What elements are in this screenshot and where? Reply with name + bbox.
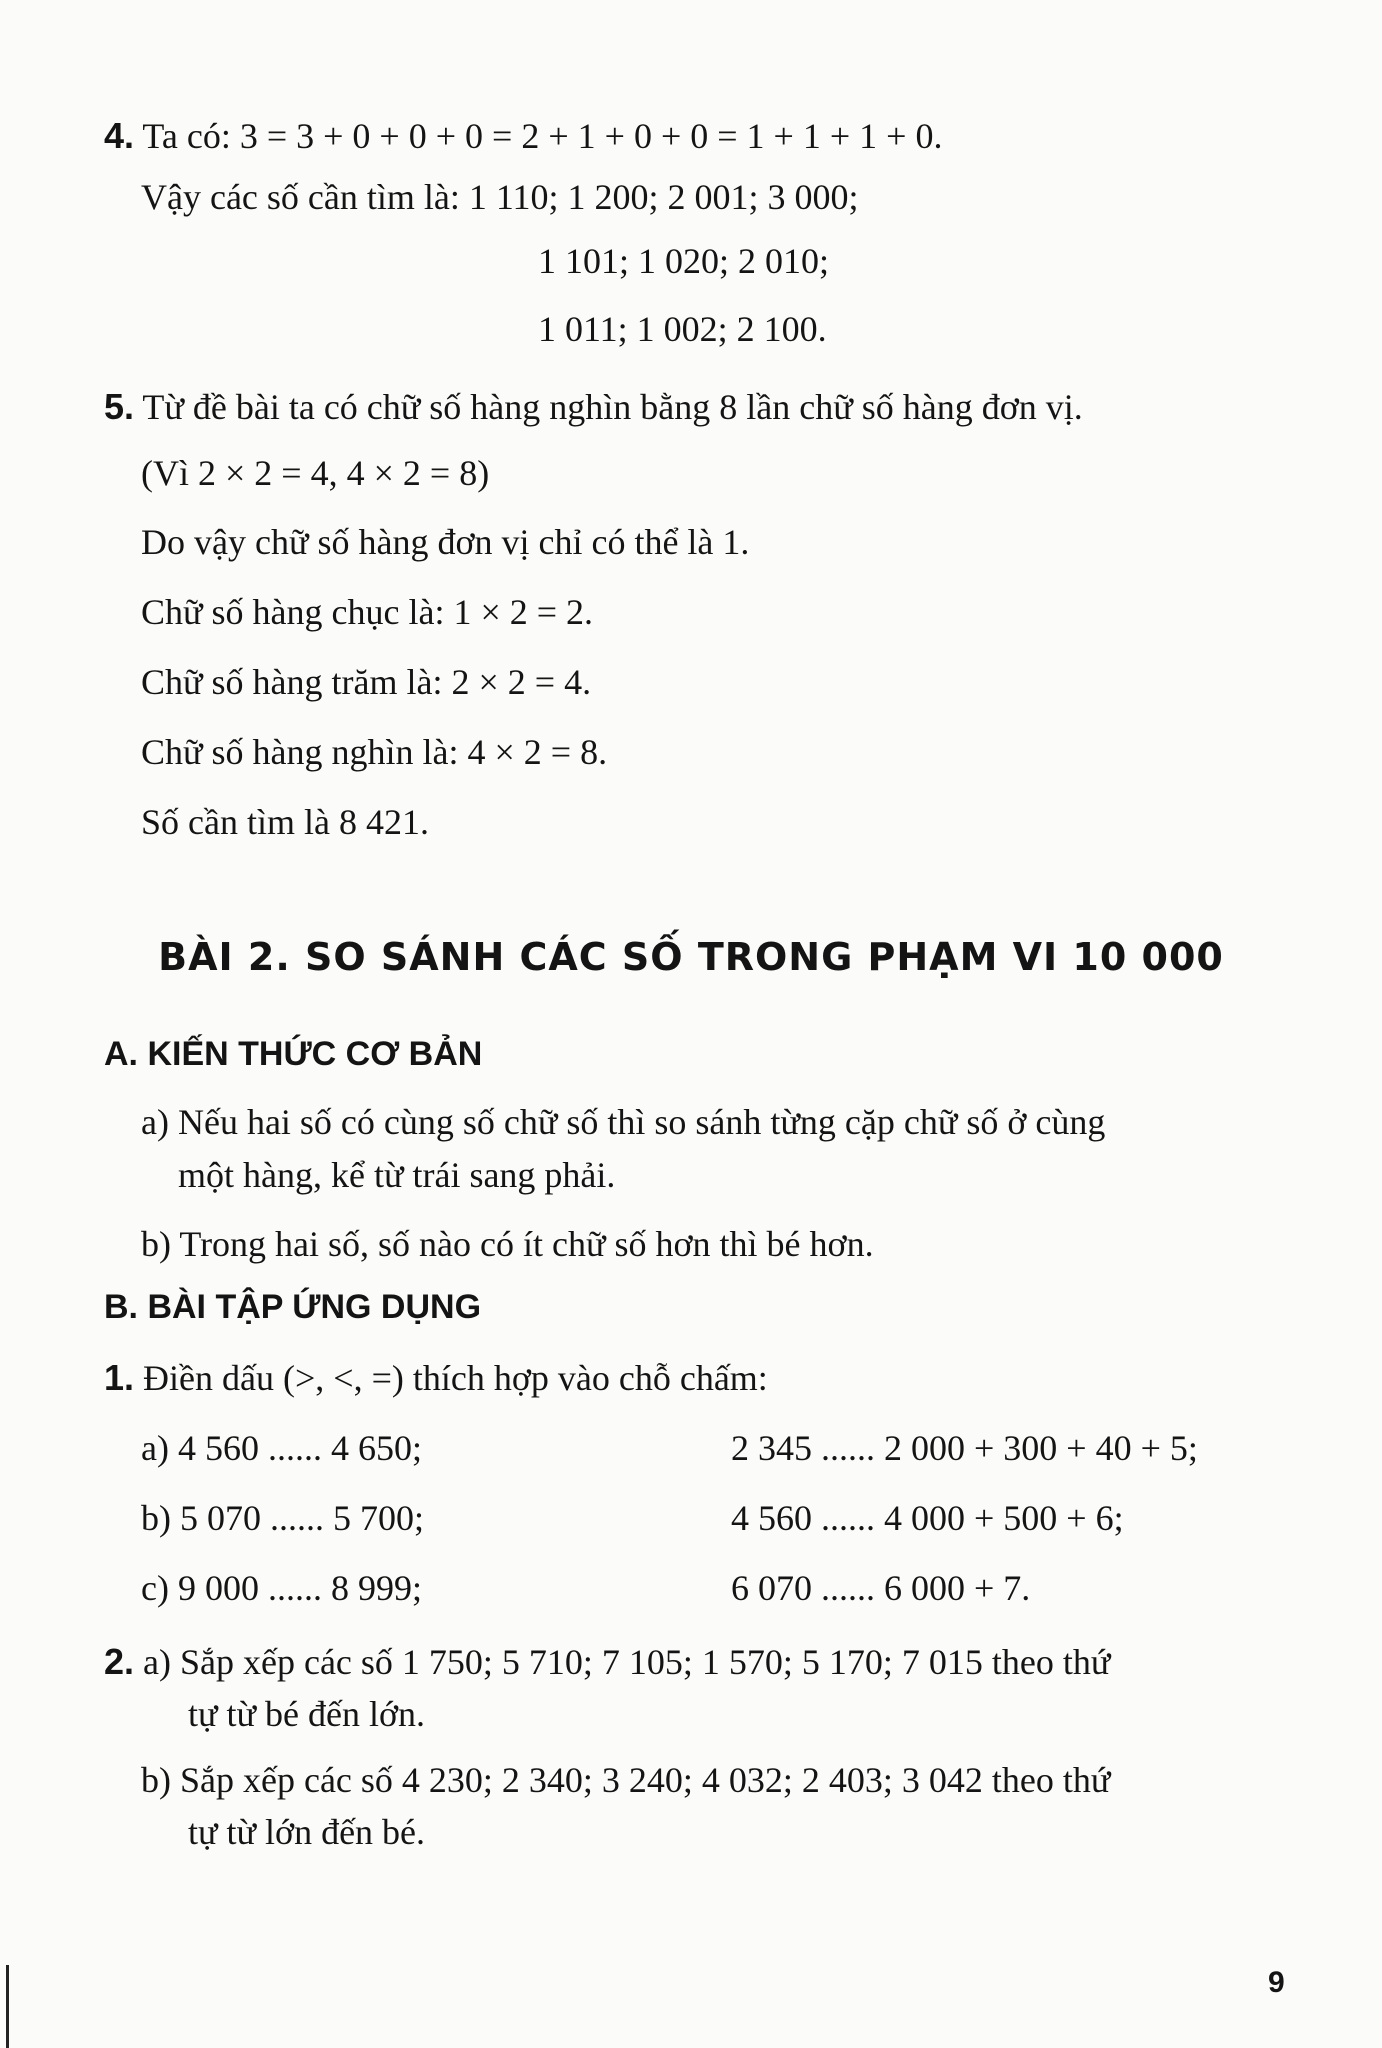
exercise-1-number: 1.: [104, 1357, 135, 1398]
exercise-1-right-c: 6 070 ...... 6 000 + 7.: [731, 1568, 1031, 1608]
solution-5-line-2: (Vì 2 × 2 = 4, 4 × 2 = 8): [141, 453, 490, 493]
exercise-2-b-line-2: tự từ lớn đến bé.: [188, 1812, 426, 1852]
solution-4-line-2: Vậy các số cần tìm là: 1 110; 1 200; 2 001; 3 000;: [141, 177, 859, 217]
section-a-item-b: b) Trong hai số, số nào có ít chữ số hơn thì bé hơn.: [141, 1224, 874, 1264]
page-number: 9: [1268, 1966, 1285, 1999]
solution-5-line-3: Do vậy chữ số hàng đơn vị chỉ có thể là 1.: [141, 522, 750, 562]
solution-5-number: 5.: [104, 386, 135, 427]
solution-4-line-1: [104, 114, 942, 158]
exercise-1-prompt-line: [104, 1356, 768, 1400]
section-a-heading: A. KIẾN THỨC CƠ BẢN: [104, 1035, 483, 1073]
solution-5-text-1: Từ đề bài ta có chữ số hàng nghìn bằng 8 lần chữ số hàng đơn vị.: [142, 387, 1083, 427]
solution-5-line-7: Số cần tìm là 8 421.: [141, 802, 429, 842]
section-a-item-a-line-1: a) Nếu hai số có cùng số chữ số thì so sánh từng cặp chữ số ở cùng: [141, 1102, 1106, 1142]
exercise-1-left-c: c) 9 000 ...... 8 999;: [141, 1568, 422, 1608]
exercise-2-a-line-1: [104, 1640, 1110, 1684]
exercise-1-left-a: a) 4 560 ...... 4 650;: [141, 1428, 422, 1468]
exercise-1-right-a: 2 345 ...... 2 000 + 300 + 40 + 5;: [731, 1428, 1198, 1468]
exercise-2-a-line-2: tự từ bé đến lớn.: [188, 1694, 426, 1734]
exercise-2-b-line-1: b) Sắp xếp các số 4 230; 2 340; 3 240; 4 032; 2 403; 3 042 theo thứ: [141, 1760, 1111, 1800]
exercise-2-number: 2.: [104, 1641, 135, 1682]
exercise-2-a-text-1: a) Sắp xếp các số 1 750; 5 710; 7 105; 1 570; 5 170; 7 015 theo thứ: [143, 1642, 1111, 1682]
solution-5-line-1: [104, 385, 1083, 429]
page-edge-mark: [6, 1965, 9, 2048]
exercise-1-left-b: b) 5 070 ...... 5 700;: [141, 1498, 424, 1538]
lesson-title: BÀI 2. SO SÁNH CÁC SỐ TRONG PHẠM VI 10 000: [158, 935, 1224, 979]
solution-5-line-5: Chữ số hàng trăm là: 2 × 2 = 4.: [141, 662, 592, 702]
solution-4-text-1: Ta có: 3 = 3 + 0 + 0 + 0 = 2 + 1 + 0 + 0 = 1 + 1 + 1 + 0.: [142, 116, 943, 156]
exercise-1-right-b: 4 560 ...... 4 000 + 500 + 6;: [731, 1498, 1124, 1538]
exercise-1-prompt: Điền dấu (>, <, =) thích hợp vào chỗ chấm:: [143, 1358, 768, 1398]
solution-5-line-4: Chữ số hàng chục là: 1 × 2 = 2.: [141, 592, 594, 632]
solution-4-line-3: 1 101; 1 020; 2 010;: [538, 241, 830, 281]
section-a-item-a-line-2: một hàng, kể từ trái sang phải.: [178, 1155, 616, 1195]
solution-4-number: 4.: [104, 115, 135, 156]
section-b-heading: B. BÀI TẬP ỨNG DỤNG: [104, 1288, 482, 1326]
solution-4-line-4: 1 011; 1 002; 2 100.: [538, 309, 827, 349]
solution-5-line-6: Chữ số hàng nghìn là: 4 × 2 = 8.: [141, 732, 608, 772]
